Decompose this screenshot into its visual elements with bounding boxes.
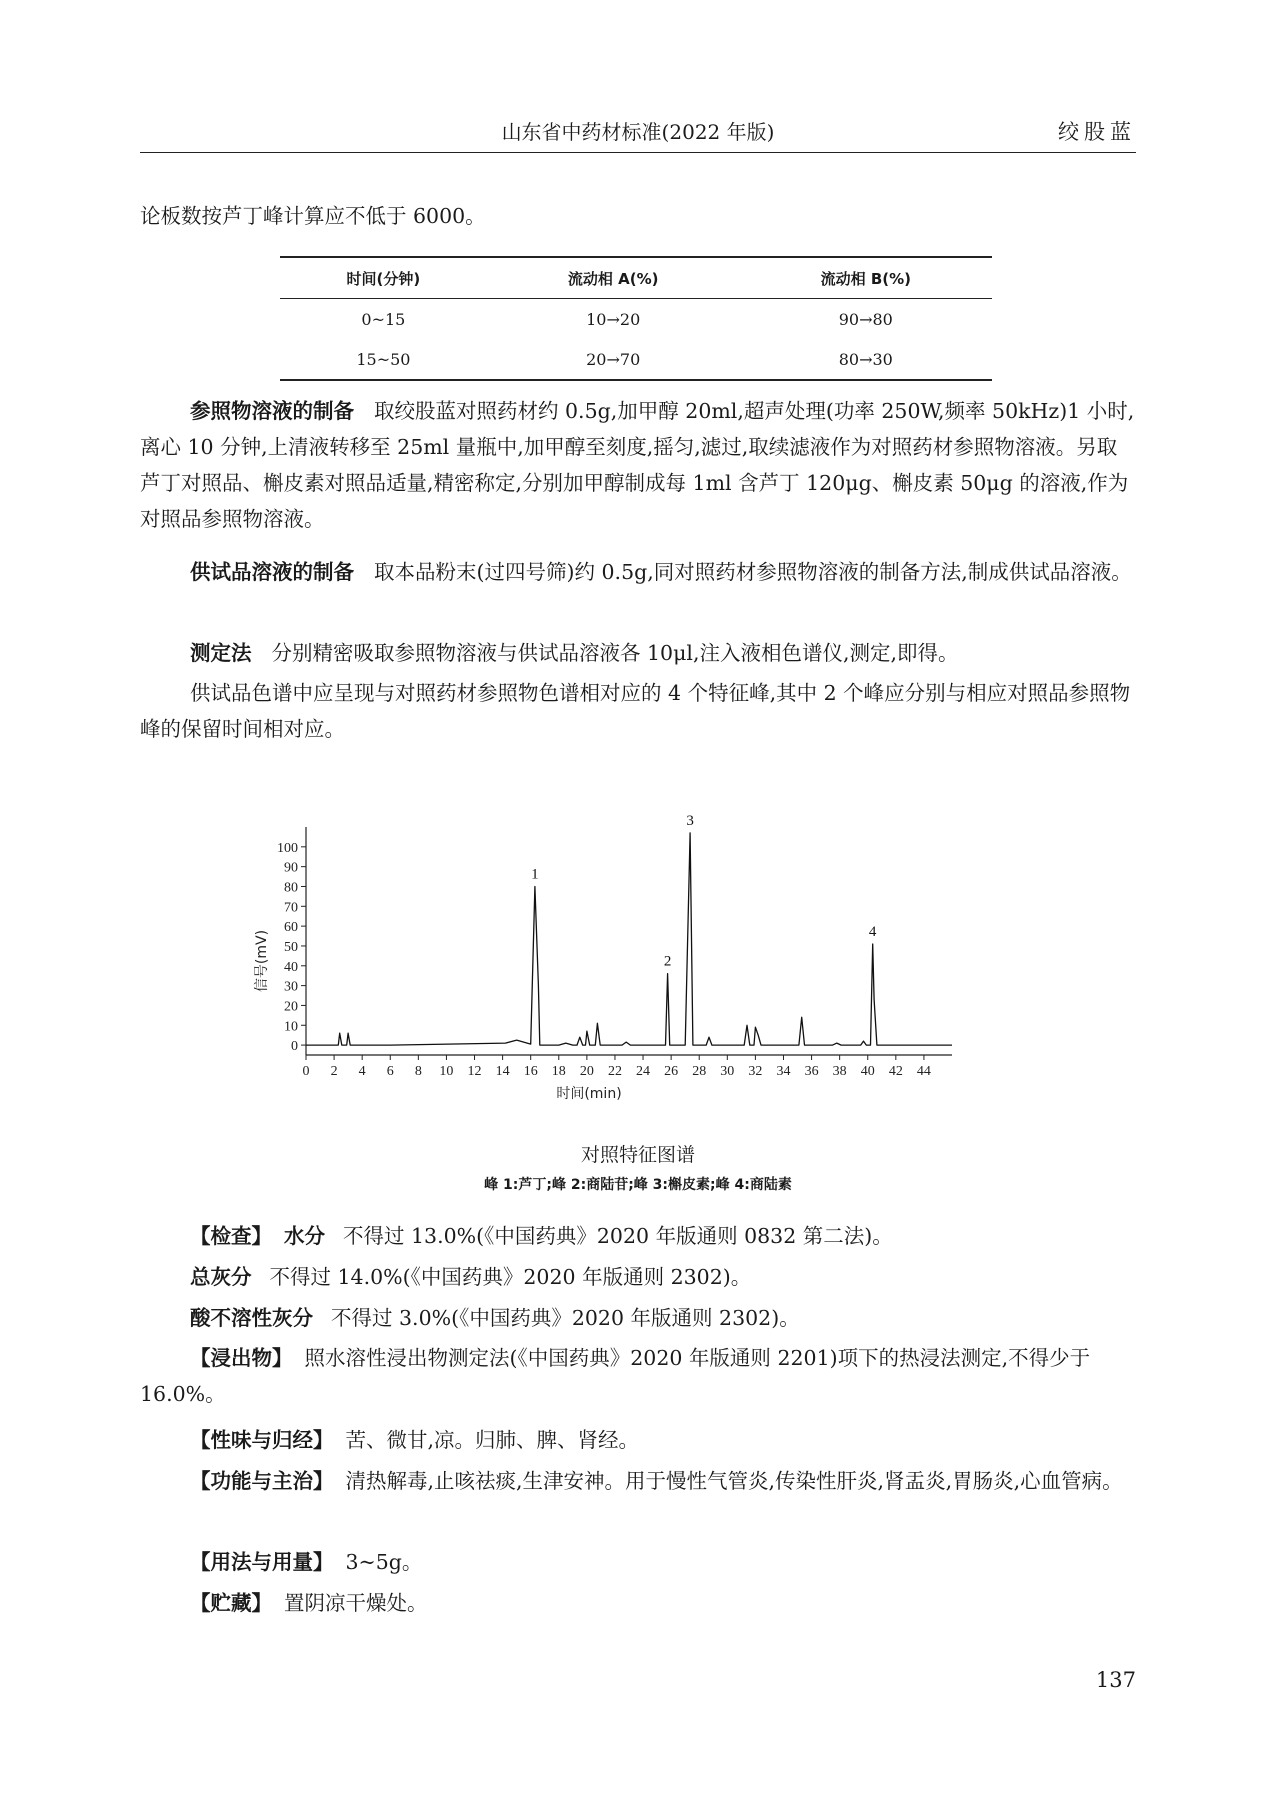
- x-axis-title: 时间(min): [556, 1086, 622, 1102]
- extract-text: 照水溶性浸出物测定法(《中国药典》2020 年版通则 2201)项下的热浸法测定,不得少于 16.0%。: [140, 1346, 1091, 1406]
- drug-name: 绞股蓝: [1058, 120, 1136, 144]
- y-tick-label: 50: [284, 939, 298, 955]
- x-tick-label: 44: [916, 1064, 931, 1079]
- item-label: 水分: [284, 1224, 325, 1248]
- section-label: 供试品溶液的制备: [190, 560, 354, 584]
- y-tick-label: 100: [277, 840, 298, 856]
- y-tick-label: 30: [284, 979, 298, 995]
- ash-text: 不得过 14.0%(《中国药典》2020 年版通则 2302)。: [269, 1265, 752, 1289]
- section-label: 测定法: [190, 641, 252, 665]
- x-tick-label: 24: [636, 1064, 651, 1079]
- usage-text: 3~5g。: [345, 1550, 423, 1574]
- inspection-moisture-line: [140, 1218, 1136, 1254]
- table-cell: 90→80: [838, 309, 893, 329]
- x-tick-label: 14: [495, 1064, 510, 1079]
- section-label: 【浸出物】: [190, 1346, 293, 1370]
- x-tick-label: 28: [692, 1064, 707, 1079]
- table-cell: 20→70: [487, 339, 740, 380]
- section-label: 【检查】: [190, 1224, 272, 1248]
- x-tick-label: 22: [607, 1064, 622, 1079]
- x-tick-label: 0: [302, 1064, 310, 1079]
- y-tick-label: 60: [284, 920, 298, 936]
- item-label: 酸不溶性灰分: [190, 1306, 313, 1330]
- y-tick-label: 40: [284, 959, 298, 975]
- method-paragraph: [140, 635, 1136, 671]
- nature-line: [140, 1422, 1136, 1458]
- y-axis-title: 信号(mV): [254, 929, 270, 993]
- acid-ash-text: 不得过 3.0%(《中国药典》2020 年版通则 2302)。: [331, 1306, 800, 1330]
- x-tick-label: 40: [860, 1064, 875, 1079]
- column-header-time: 时间(分钟): [280, 257, 487, 299]
- table-cell: 15~50: [280, 339, 487, 380]
- running-header: [140, 112, 1136, 153]
- y-tick-label: 80: [284, 880, 298, 896]
- x-tick-label: 30: [720, 1064, 735, 1079]
- x-tick-label: 34: [776, 1064, 791, 1079]
- inspection-acid-ash-line: [140, 1300, 1136, 1336]
- peak-label: 3: [686, 812, 694, 829]
- table-cell: 0~15: [361, 309, 406, 329]
- page-number: 137: [1095, 1668, 1136, 1692]
- peak-legend: 峰 1:芦丁;峰 2:商陆苷;峰 3:槲皮素;峰 4:商陆素: [484, 1177, 792, 1193]
- x-tick-label: 26: [664, 1064, 679, 1079]
- section-label: 【性味与归经】: [190, 1428, 334, 1452]
- x-tick-label: 2: [330, 1064, 338, 1079]
- x-tick-label: 32: [748, 1064, 763, 1079]
- y-tick-label: 20: [284, 999, 298, 1015]
- extract-paragraph: [140, 1340, 1136, 1412]
- section-label: 【功能与主治】: [190, 1469, 334, 1493]
- sample-prep-text: 取本品粉末(过四号筛)约 0.5g,同对照药材参照物溶液的制备方法,制成供试品溶液。: [374, 560, 1132, 584]
- x-tick-label: 38: [832, 1064, 847, 1079]
- peak-label: 4: [868, 923, 877, 940]
- method-text: 分别精密吸取参照物溶液与供试品溶液各 10μl,注入液相色谱仪,测定,即得。: [271, 641, 959, 665]
- intro-line: 论板数按芦丁峰计算应不低于 6000。: [140, 204, 486, 228]
- nature-text: 苦、微甘,凉。归肺、脾、肾经。: [345, 1428, 640, 1452]
- item-label: 总灰分: [190, 1265, 252, 1289]
- x-tick-label: 36: [804, 1064, 819, 1079]
- y-tick-label: 70: [284, 900, 298, 916]
- moisture-text: 不得过 13.0%(《中国药典》2020 年版通则 0832 第二法)。: [343, 1224, 893, 1248]
- chromatogram-trace: [306, 833, 952, 1045]
- function-text: 清热解毒,止咳祛痰,生津安神。用于慢性气管炎,传染性肝炎,肾盂炎,胃肠炎,心血管病。: [345, 1469, 1123, 1493]
- peak-label: 1: [531, 866, 539, 883]
- reference-prep-text: 取绞股蓝对照药材约 0.5g,加甲醇 20ml,超声处理(功率 250W,频率 50kHz)1 小时,离心 10 分钟,上清液转移至 25ml 量瓶中,加甲醇至刻度,摇匀,滤过,取续滤液作为对照药材参照物溶液。另取芦丁对照品、槲皮素对照品适量,精密称定,分别加甲醇制成每 1ml 含芦丁 120μg、槲皮素 50μg 的溶液,作为对照品参照物溶液。: [140, 399, 1135, 531]
- section-label: 【贮藏】: [190, 1591, 272, 1615]
- reference-chromatogram: [240, 770, 1040, 1130]
- table-row: [280, 299, 992, 340]
- column-header-phase-b: 流动相 B(%): [740, 257, 992, 299]
- peak-label: 2: [663, 953, 672, 970]
- section-label: 参照物溶液的制备: [190, 399, 354, 423]
- x-tick-label: 16: [523, 1064, 538, 1079]
- x-tick-label: 42: [888, 1064, 903, 1079]
- inspection-ash-line: [140, 1259, 1136, 1295]
- section-label: 【用法与用量】: [190, 1550, 334, 1574]
- chart-caption: 对照特征图谱: [580, 1144, 695, 1166]
- reference-prep-paragraph: [140, 393, 1136, 537]
- column-header-phase-a: 流动相 A(%): [487, 257, 740, 299]
- sample-prep-paragraph: [140, 554, 1136, 590]
- x-tick-label: 20: [579, 1064, 594, 1079]
- y-tick-label: 90: [284, 860, 298, 876]
- table-row: [280, 339, 992, 380]
- gradient-table: [280, 256, 992, 381]
- y-tick-label: 10: [284, 1019, 298, 1035]
- y-tick-label: 0: [291, 1039, 298, 1055]
- x-tick-label: 18: [551, 1064, 566, 1079]
- book-title: 山东省中药材标准(2022 年版): [501, 120, 775, 144]
- function-paragraph: [140, 1463, 1136, 1499]
- x-tick-label: 4: [358, 1064, 366, 1079]
- storage-line: [140, 1585, 1136, 1621]
- table-cell: 10→20: [586, 309, 641, 329]
- usage-line: [140, 1544, 1136, 1580]
- table-header-row: [280, 257, 992, 299]
- x-tick-label: 8: [414, 1064, 422, 1079]
- table-cell: 80→30: [740, 339, 992, 380]
- x-tick-label: 10: [439, 1064, 454, 1079]
- x-tick-label: 12: [467, 1064, 482, 1079]
- x-tick-label: 6: [386, 1064, 394, 1079]
- criteria-paragraph: 供试品色谱中应呈现与对照药材参照物色谱相对应的 4 个特征峰,其中 2 个峰应分别与相应对照品参照物峰的保留时间相对应。: [140, 681, 1131, 741]
- storage-text: 置阴凉干燥处。: [284, 1591, 428, 1615]
